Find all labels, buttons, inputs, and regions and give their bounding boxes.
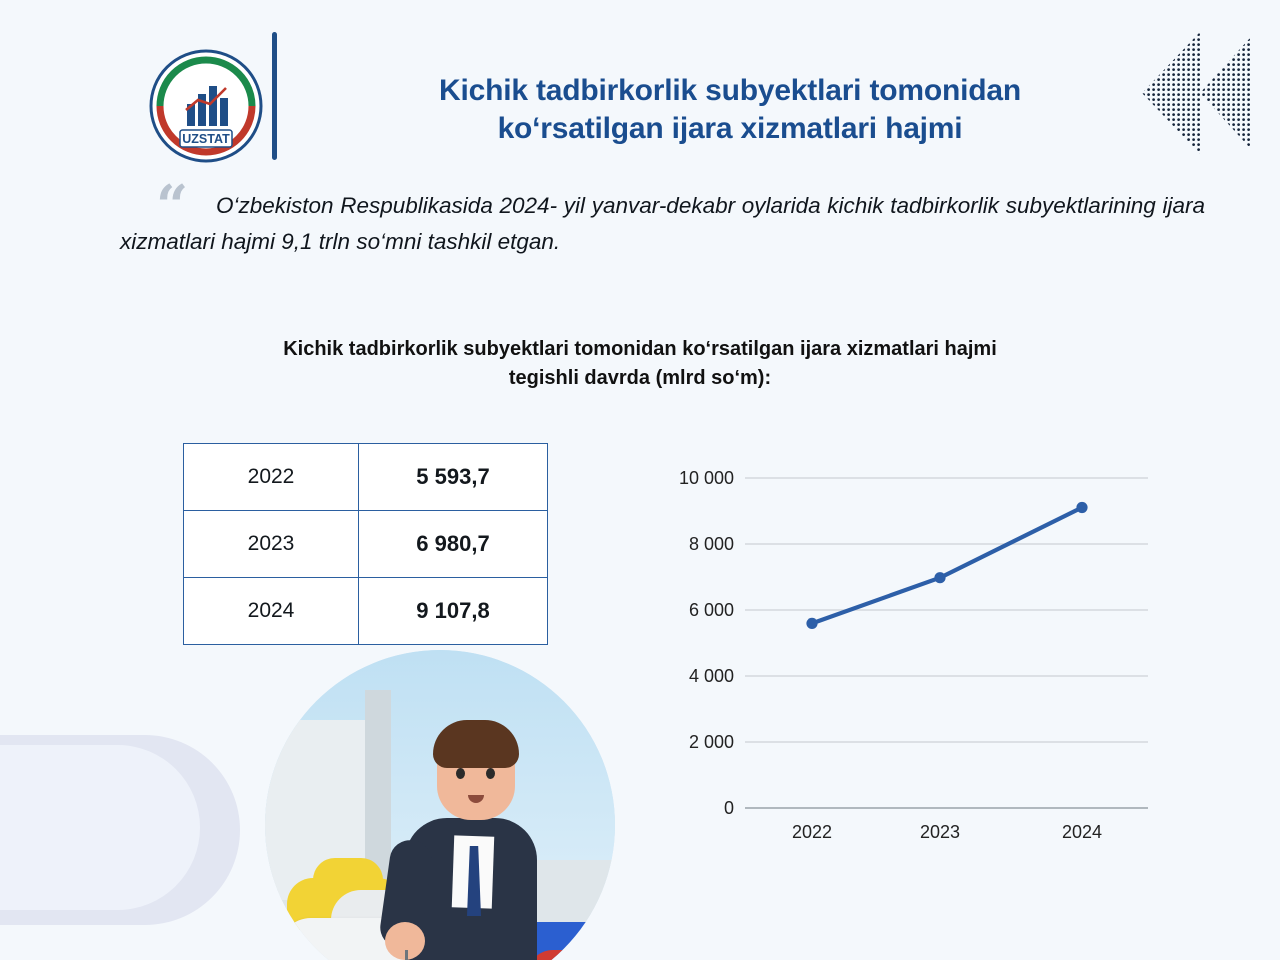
table-cell-year: 2024 (184, 578, 359, 645)
chart-point-2022 (806, 618, 817, 629)
chart-x-axis-labels (792, 822, 1102, 840)
table-row (184, 511, 548, 578)
table-row (184, 444, 548, 511)
page-title-line2: ko‘rsatilgan ijara xizmatlari hajmi (497, 112, 963, 146)
table-cell-value: 5 593,7 (359, 444, 548, 511)
chart-series-line (812, 508, 1082, 624)
quote-mark-icon: “ (156, 173, 189, 239)
y-tick-8000: 8 000 (688, 534, 734, 554)
chart-caption-line2: tegishli davrda (mlrd so‘m): (508, 367, 772, 389)
header (0, 0, 1280, 175)
page-title (300, 72, 1160, 149)
y-tick-6000: 6 000 (688, 600, 734, 620)
photo-businessman-with-car-keys (265, 650, 615, 960)
y-tick-4000: 4 000 (688, 666, 734, 686)
y-tick-10000: 10 000 (678, 468, 734, 488)
y-tick-2000: 2 000 (688, 732, 734, 752)
chart-caption-line1: Kichik tadbirkorlik subyektlari tomonidan ko‘rsatilgan ijara xizmatlari hajmi (283, 338, 997, 360)
x-tick-2: 2024 (1061, 822, 1103, 840)
chart-y-axis-labels (679, 468, 734, 818)
chart-caption (140, 335, 1140, 393)
chart-gridlines (745, 478, 1148, 808)
svg-text:UZSTAT: UZSTAT (182, 132, 230, 146)
table-cell-value: 6 980,7 (359, 511, 548, 578)
page-title-line1: Kichik tadbirkorlik subyektlari tomonidan (439, 74, 1021, 107)
chart-point-2023 (934, 572, 945, 583)
x-tick-1: 2023 (919, 822, 961, 840)
table-cell-year: 2022 (184, 444, 359, 511)
lede-paragraph: O‘zbekiston Respublikasida 2024- yil yanvar-dekabr oylarida kichik tadbirkorlik subyektlarining ijara xizmatlari hajmi 9,1 trln so‘mni tashkil etgan. (120, 193, 1205, 255)
table-cell-value: 9 107,8 (359, 578, 548, 645)
y-tick-0: 0 (723, 798, 734, 818)
x-tick-0: 2022 (791, 822, 833, 840)
table-row (184, 578, 548, 645)
data-table (183, 443, 548, 645)
header-divider (272, 32, 277, 160)
line-chart (640, 440, 1160, 840)
double-chevron-left-icon (1142, 28, 1252, 158)
uzstat-logo-icon (148, 48, 264, 164)
chart-point-2024 (1076, 502, 1087, 513)
table-cell-year: 2023 (184, 511, 359, 578)
